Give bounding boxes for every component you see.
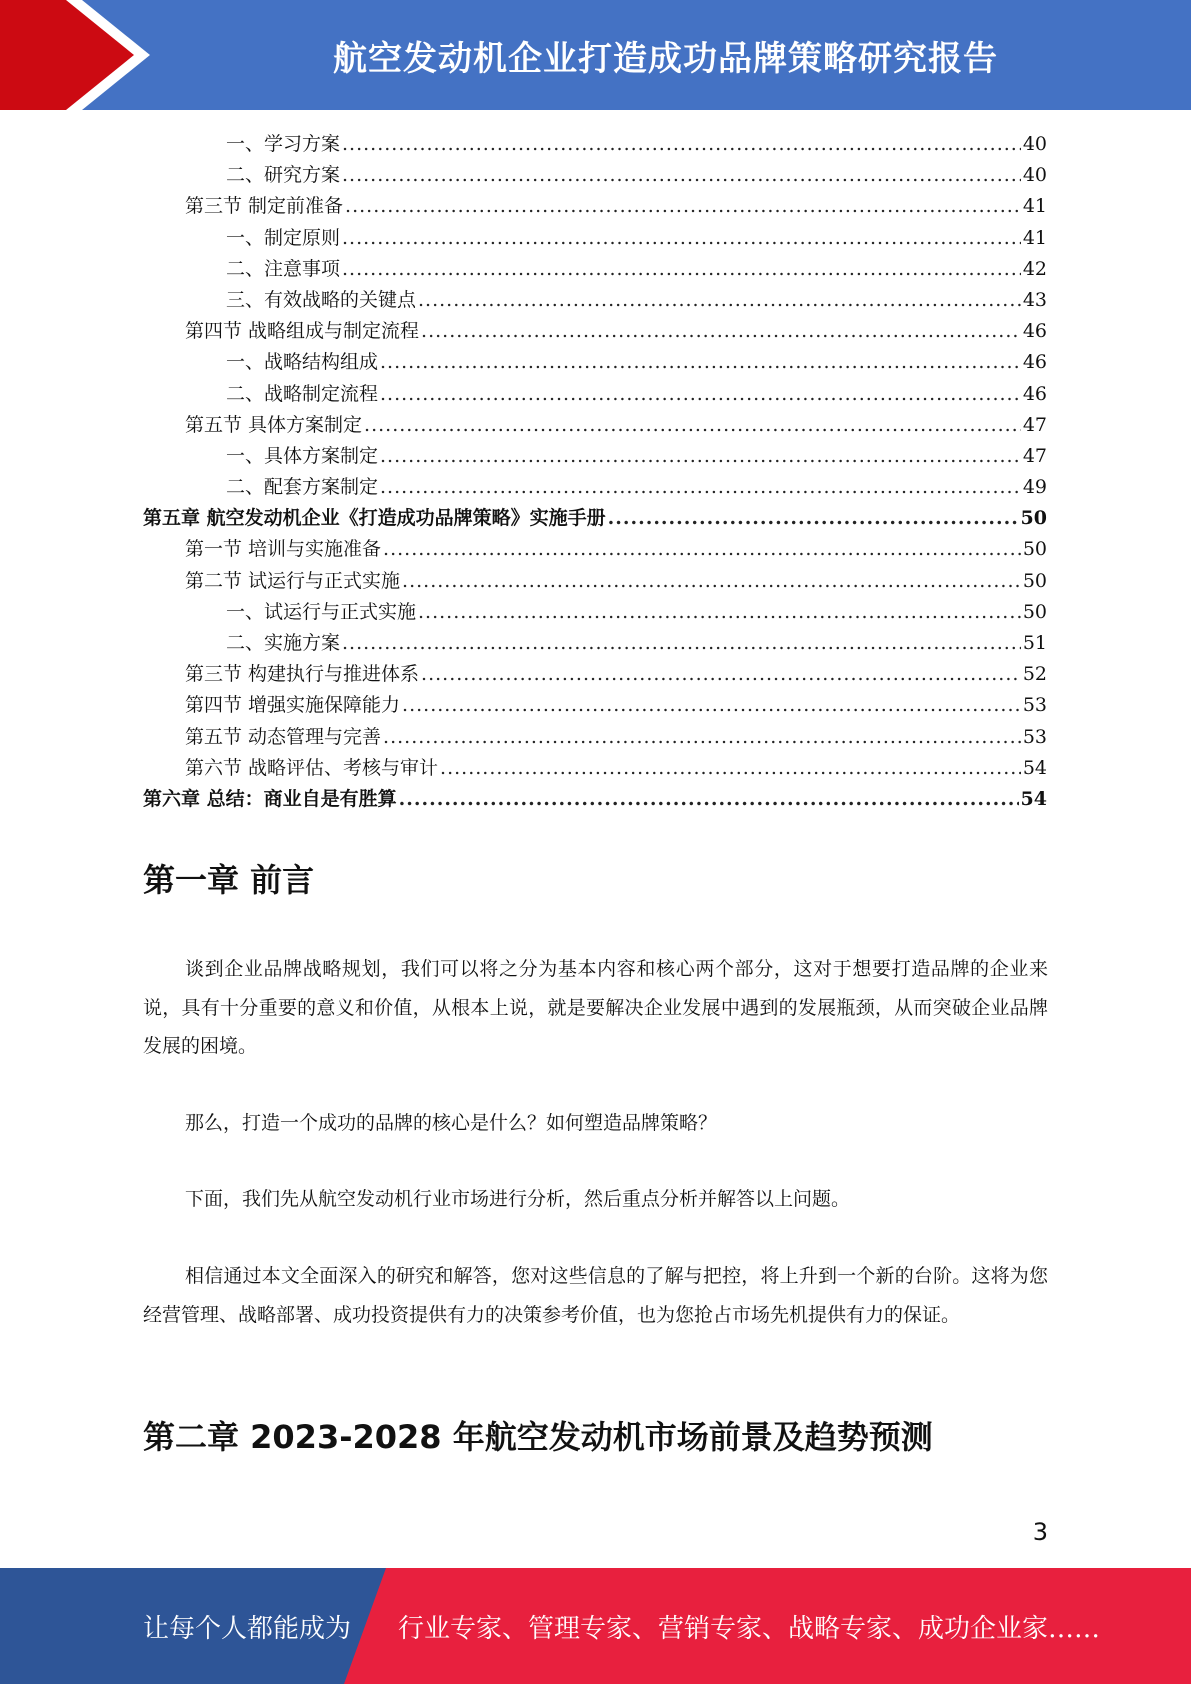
toc-entry[interactable] bbox=[143, 347, 1047, 378]
toc-dot-leader bbox=[342, 129, 1021, 160]
toc-entry-title: 第一节 培训与实施准备 bbox=[185, 538, 382, 561]
toc-entry-page: 40 bbox=[1022, 164, 1047, 187]
toc-dot-leader bbox=[383, 534, 1021, 565]
toc-entry-title: 第四节 战略组成与制定流程 bbox=[185, 320, 420, 343]
toc-entry-title: 第六节 战略评估、考核与审计 bbox=[185, 756, 439, 779]
toc-dot-leader bbox=[380, 441, 1021, 472]
paragraph-3: 下面，我们先从航空发动机行业市场进行分析，然后重点分析并解答以上问题。 bbox=[185, 1188, 851, 1210]
toc-dot-leader bbox=[342, 223, 1021, 254]
toc-entry-title: 一、制定原则 bbox=[226, 226, 341, 249]
toc-entry-page: 50 bbox=[1022, 600, 1047, 623]
toc-entry-title: 第五节 动态管理与完善 bbox=[185, 725, 382, 748]
toc-entry[interactable] bbox=[143, 316, 1047, 347]
toc-entry-page: 42 bbox=[1022, 257, 1047, 280]
toc-entry-page: 50 bbox=[1020, 507, 1047, 530]
toc-dot-leader bbox=[402, 566, 1021, 597]
chapter-heading-2: 第二章 2023-2028 年航空发动机市场前景及趋势预测 bbox=[143, 1418, 933, 1456]
toc-entry-page: 53 bbox=[1022, 694, 1047, 717]
toc-dot-leader bbox=[608, 503, 1019, 534]
toc-entry-page: 46 bbox=[1022, 351, 1047, 374]
toc-dot-leader bbox=[383, 722, 1021, 753]
toc-entry-page: 46 bbox=[1022, 320, 1047, 343]
toc-dot-leader bbox=[380, 379, 1021, 410]
page-footer bbox=[0, 1568, 1191, 1684]
toc-entry-page: 40 bbox=[1022, 133, 1047, 155]
toc-entry[interactable] bbox=[143, 566, 1047, 597]
page-number: 3 bbox=[1032, 1518, 1048, 1546]
toc-entry[interactable] bbox=[143, 129, 1047, 160]
toc-dot-leader bbox=[364, 410, 1021, 441]
footer-slogan-left: 让每个人都能成为 bbox=[143, 1613, 352, 1644]
toc-entry-page: 51 bbox=[1022, 632, 1047, 654]
table-of-contents bbox=[143, 129, 1047, 815]
toc-entry-title: 一、试运行与正式实施 bbox=[226, 600, 417, 623]
toc-entry-page: 53 bbox=[1022, 725, 1047, 748]
toc-dot-leader bbox=[418, 285, 1021, 316]
toc-dot-leader bbox=[342, 160, 1021, 191]
toc-entry-page: 47 bbox=[1022, 444, 1047, 467]
toc-entry-page: 41 bbox=[1022, 226, 1047, 249]
toc-entry[interactable] bbox=[143, 410, 1047, 441]
toc-entry[interactable] bbox=[143, 753, 1047, 784]
toc-entry-page: 54 bbox=[1020, 787, 1047, 810]
toc-entry-title: 二、实施方案 bbox=[226, 632, 341, 654]
toc-entry-title: 二、注意事项 bbox=[226, 257, 341, 280]
toc-entry-page: 43 bbox=[1022, 288, 1047, 311]
toc-entry[interactable] bbox=[143, 784, 1047, 815]
toc-entry-title: 第二节 试运行与正式实施 bbox=[185, 569, 401, 592]
paragraph-4: 相信通过本文全面深入的研究和解答，您对这些信息的了解与把控，将上升到一个新的台阶。这将为您经营管理、战略部署、成功投资提供有力的决策参考价值，也为您抢占市场先机提供有力的保证。 bbox=[143, 1265, 1048, 1326]
toc-entry[interactable] bbox=[143, 628, 1047, 659]
toc-dot-leader bbox=[342, 254, 1021, 285]
toc-entry-title: 第四节 增强实施保障能力 bbox=[185, 694, 401, 717]
header-chevron-icon bbox=[0, 0, 140, 110]
toc-entry-page: 46 bbox=[1022, 382, 1047, 405]
toc-entry-page: 41 bbox=[1022, 195, 1047, 218]
toc-entry-page: 50 bbox=[1022, 569, 1047, 592]
toc-dot-leader bbox=[402, 690, 1021, 721]
toc-dot-leader bbox=[399, 784, 1019, 815]
toc-entry-title: 一、学习方案 bbox=[226, 133, 341, 155]
toc-entry-title: 二、战略制定流程 bbox=[226, 382, 379, 405]
toc-entry-page: 47 bbox=[1022, 413, 1047, 436]
chapter-heading-1: 第一章 前言 bbox=[143, 861, 315, 899]
toc-dot-leader bbox=[440, 753, 1021, 784]
toc-dot-leader bbox=[345, 191, 1021, 222]
toc-dot-leader bbox=[380, 347, 1021, 378]
report-title: 航空发动机企业打造成功品牌策略研究报告 bbox=[333, 38, 998, 79]
footer-slogan-right: 行业专家、管理专家、营销专家、战略专家、成功企业家…… bbox=[398, 1613, 1101, 1644]
toc-entry[interactable] bbox=[143, 659, 1047, 690]
toc-dot-leader bbox=[342, 628, 1021, 659]
toc-dot-leader bbox=[418, 597, 1021, 628]
toc-entry[interactable] bbox=[143, 191, 1047, 222]
toc-dot-leader bbox=[380, 472, 1021, 503]
toc-entry[interactable] bbox=[143, 160, 1047, 191]
toc-entry[interactable] bbox=[143, 534, 1047, 565]
toc-entry[interactable] bbox=[143, 722, 1047, 753]
toc-entry-title: 三、有效战略的关键点 bbox=[226, 288, 417, 311]
toc-dot-leader bbox=[421, 316, 1021, 347]
paragraph-1: 谈到企业品牌战略规划，我们可以将之分为基本内容和核心两个部分，这对于想要打造品牌的企业来说，具有十分重要的意义和价值，从根本上说，就是要解决企业发展中遇到的发展瓶颈，从而突破企业品牌发展的困境。 bbox=[143, 958, 1048, 1057]
toc-entry-page: 52 bbox=[1022, 663, 1047, 686]
toc-entry-title: 二、研究方案 bbox=[226, 164, 341, 187]
toc-entry-page: 49 bbox=[1022, 476, 1047, 499]
toc-entry-title: 第五章 航空发动机企业《打造成功品牌策略》实施手册 bbox=[143, 507, 606, 530]
toc-entry-title: 第六章 总结：商业自是有胜算 bbox=[143, 787, 397, 810]
toc-entry[interactable] bbox=[143, 223, 1047, 254]
toc-entry[interactable] bbox=[143, 254, 1047, 285]
toc-entry[interactable] bbox=[143, 472, 1047, 503]
toc-entry-title: 第三节 制定前准备 bbox=[185, 195, 344, 218]
toc-entry-page: 54 bbox=[1022, 756, 1047, 779]
toc-entry-title: 一、战略结构组成 bbox=[226, 351, 379, 374]
toc-entry-title: 第三节 构建执行与推进体系 bbox=[185, 663, 420, 686]
toc-entry-page: 50 bbox=[1022, 538, 1047, 561]
toc-entry[interactable] bbox=[143, 441, 1047, 472]
toc-entry[interactable] bbox=[143, 503, 1047, 534]
toc-dot-leader bbox=[421, 659, 1021, 690]
toc-entry-title: 第五节 具体方案制定 bbox=[185, 413, 363, 436]
page-header bbox=[0, 0, 1191, 110]
toc-entry[interactable] bbox=[143, 690, 1047, 721]
paragraph-2: 那么，打造一个成功的品牌的核心是什么？如何塑造品牌策略？ bbox=[185, 1112, 718, 1134]
toc-entry[interactable] bbox=[143, 285, 1047, 316]
toc-entry[interactable] bbox=[143, 379, 1047, 410]
toc-entry[interactable] bbox=[143, 597, 1047, 628]
toc-entry-title: 一、具体方案制定 bbox=[226, 444, 379, 467]
toc-entry-title: 二、配套方案制定 bbox=[226, 476, 379, 499]
